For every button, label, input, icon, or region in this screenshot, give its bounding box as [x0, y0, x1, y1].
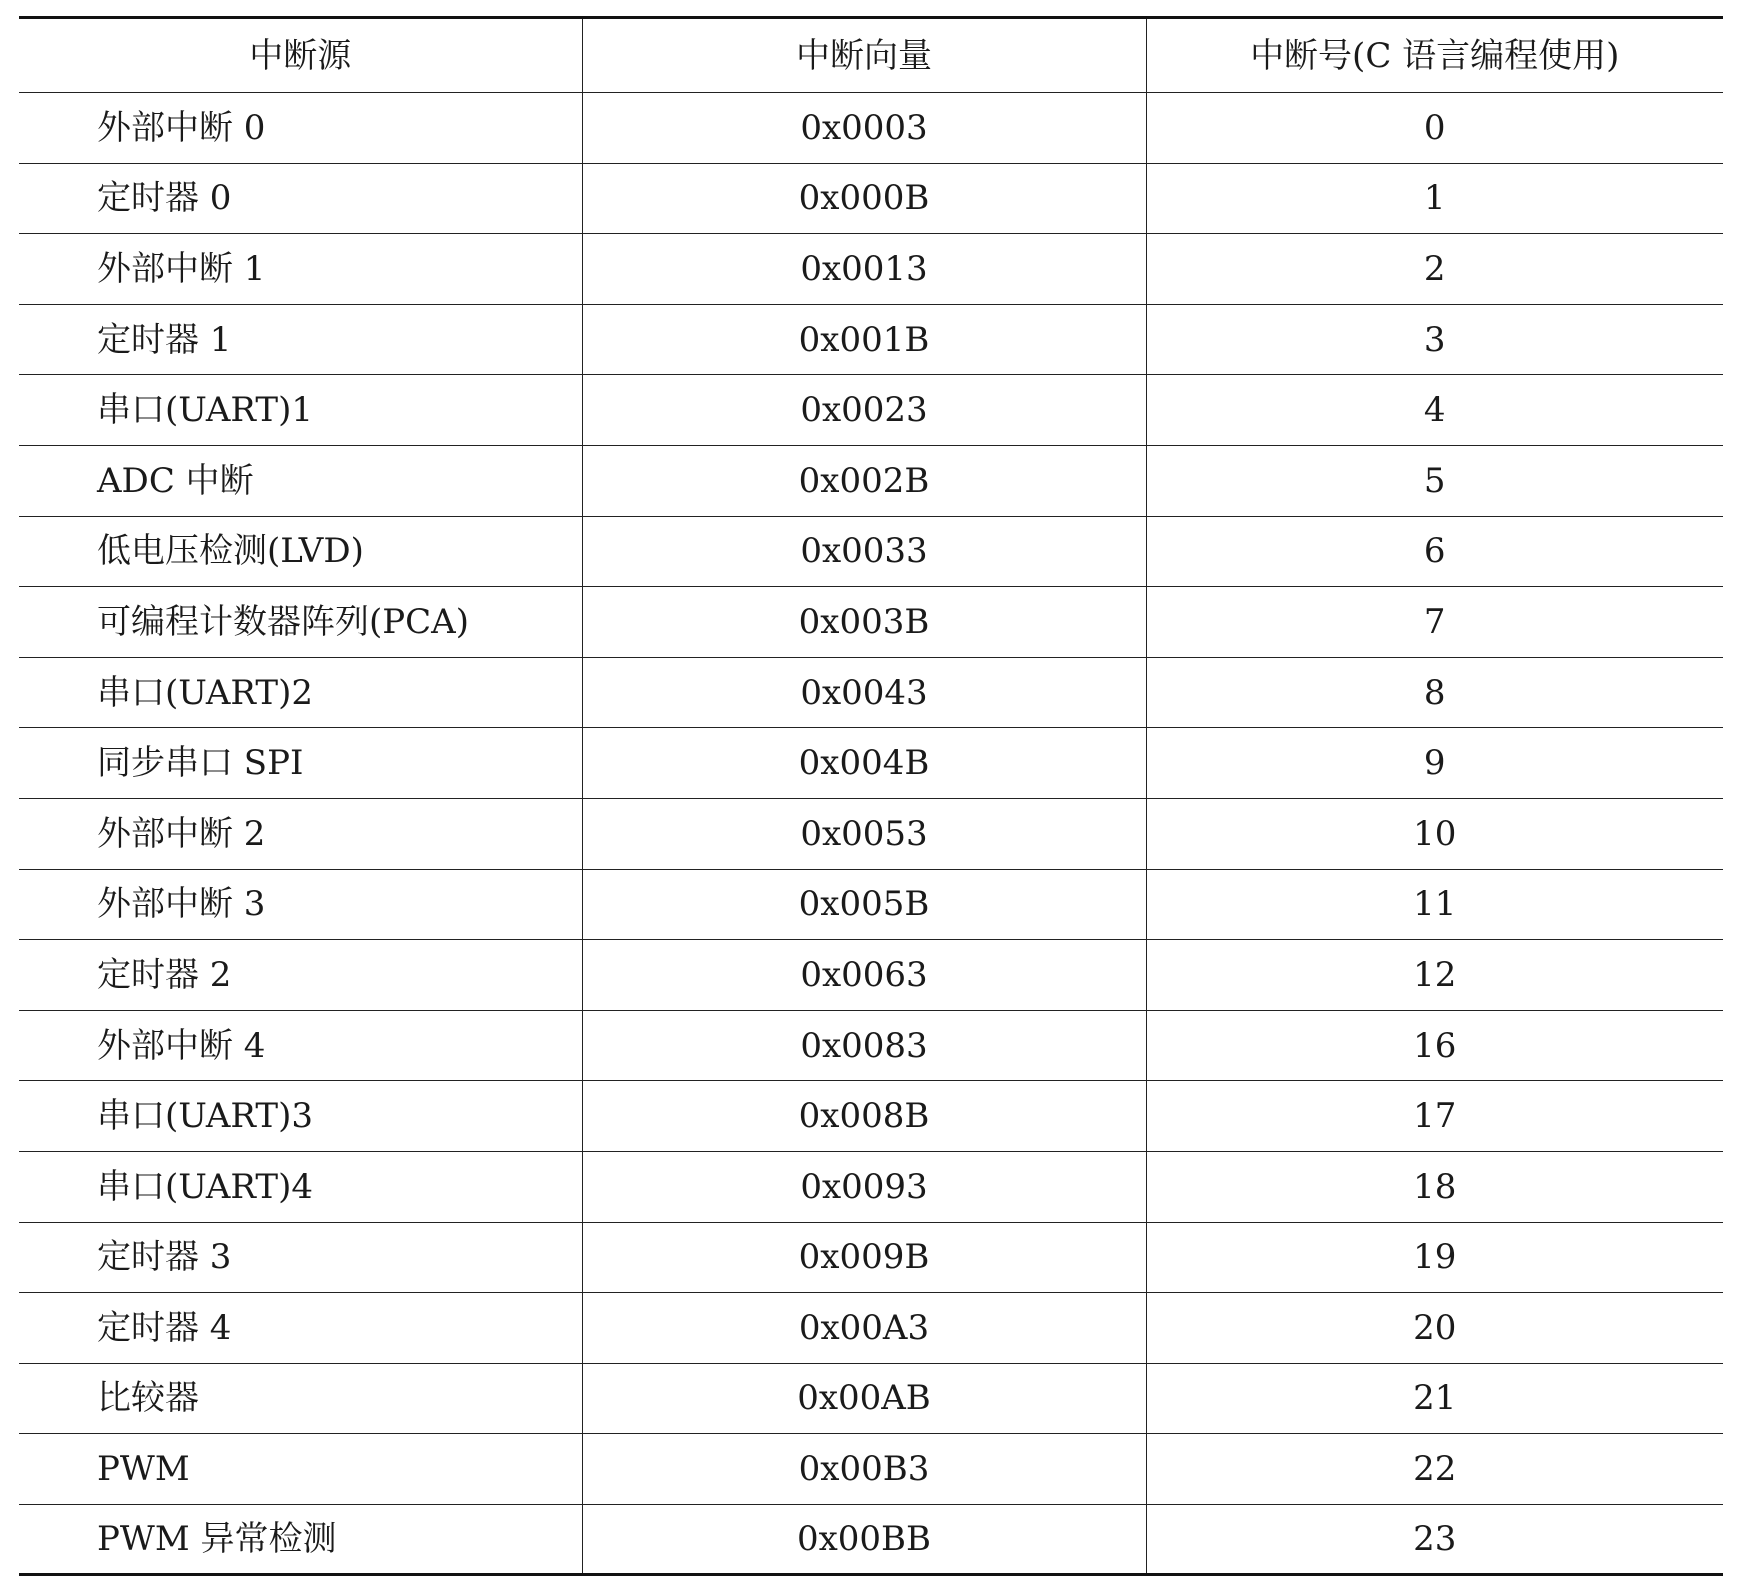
cell-interrupt-vector: 0x00AB	[582, 1363, 1146, 1434]
cell-interrupt-vector: 0x009B	[582, 1222, 1146, 1293]
cell-interrupt-source: 串口(UART)3	[19, 1081, 582, 1152]
cell-interrupt-number: 11	[1146, 869, 1723, 940]
header-row	[19, 18, 1723, 93]
cell-interrupt-source: 外部中断 1	[19, 234, 582, 305]
cell-interrupt-source: 可编程计数器阵列(PCA)	[19, 587, 582, 658]
cell-interrupt-number: 7	[1146, 587, 1723, 658]
cell-interrupt-number: 4	[1146, 375, 1723, 446]
table-row	[19, 587, 1723, 658]
cell-interrupt-source: 同步串口 SPI	[19, 728, 582, 799]
table-body	[19, 93, 1723, 1575]
cell-interrupt-vector: 0x0053	[582, 798, 1146, 869]
header-cell-interrupt-source: 中断源	[19, 18, 582, 93]
cell-interrupt-source: 定时器 3	[19, 1222, 582, 1293]
cell-interrupt-source: 串口(UART)1	[19, 375, 582, 446]
cell-interrupt-source: ADC 中断	[19, 445, 582, 516]
cell-interrupt-vector: 0x0023	[582, 375, 1146, 446]
cell-interrupt-source: 定时器 0	[19, 163, 582, 234]
table-row	[19, 1504, 1723, 1575]
cell-interrupt-number: 0	[1146, 93, 1723, 164]
cell-interrupt-number: 9	[1146, 728, 1723, 799]
cell-interrupt-number: 18	[1146, 1151, 1723, 1222]
cell-interrupt-source: PWM 异常检测	[19, 1504, 582, 1575]
table-row	[19, 163, 1723, 234]
cell-interrupt-vector: 0x0083	[582, 1010, 1146, 1081]
table-row	[19, 1293, 1723, 1364]
table-row	[19, 728, 1723, 799]
interrupt-table	[19, 16, 1723, 1576]
cell-interrupt-source: 比较器	[19, 1363, 582, 1434]
cell-interrupt-source: 定时器 1	[19, 304, 582, 375]
cell-interrupt-vector: 0x0043	[582, 657, 1146, 728]
table-row	[19, 93, 1723, 164]
cell-interrupt-vector: 0x0093	[582, 1151, 1146, 1222]
cell-interrupt-source: 外部中断 3	[19, 869, 582, 940]
table-row	[19, 1222, 1723, 1293]
cell-interrupt-number: 16	[1146, 1010, 1723, 1081]
cell-interrupt-number: 17	[1146, 1081, 1723, 1152]
cell-interrupt-vector: 0x001B	[582, 304, 1146, 375]
cell-interrupt-number: 10	[1146, 798, 1723, 869]
table-row	[19, 375, 1723, 446]
header-cell-interrupt-vector: 中断向量	[582, 18, 1146, 93]
cell-interrupt-vector: 0x002B	[582, 445, 1146, 516]
cell-interrupt-vector: 0x0063	[582, 940, 1146, 1011]
table-row	[19, 234, 1723, 305]
cell-interrupt-number: 3	[1146, 304, 1723, 375]
cell-interrupt-source: 外部中断 2	[19, 798, 582, 869]
table-row	[19, 1010, 1723, 1081]
cell-interrupt-vector: 0x00A3	[582, 1293, 1146, 1364]
cell-interrupt-number: 20	[1146, 1293, 1723, 1364]
cell-interrupt-number: 8	[1146, 657, 1723, 728]
cell-interrupt-source: 外部中断 4	[19, 1010, 582, 1081]
header-cell-interrupt-number: 中断号(C 语言编程使用)	[1146, 18, 1723, 93]
cell-interrupt-number: 21	[1146, 1363, 1723, 1434]
cell-interrupt-vector: 0x0003	[582, 93, 1146, 164]
cell-interrupt-vector: 0x0033	[582, 516, 1146, 587]
cell-interrupt-number: 23	[1146, 1504, 1723, 1575]
cell-interrupt-source: 串口(UART)2	[19, 657, 582, 728]
cell-interrupt-vector: 0x000B	[582, 163, 1146, 234]
table-row	[19, 1363, 1723, 1434]
cell-interrupt-source: 串口(UART)4	[19, 1151, 582, 1222]
cell-interrupt-source: PWM	[19, 1434, 582, 1505]
cell-interrupt-number: 19	[1146, 1222, 1723, 1293]
cell-interrupt-number: 12	[1146, 940, 1723, 1011]
cell-interrupt-source: 定时器 4	[19, 1293, 582, 1364]
table-row	[19, 304, 1723, 375]
table-row	[19, 1081, 1723, 1152]
table-row	[19, 445, 1723, 516]
cell-interrupt-vector: 0x005B	[582, 869, 1146, 940]
cell-interrupt-vector: 0x0013	[582, 234, 1146, 305]
table-header	[19, 18, 1723, 93]
cell-interrupt-source: 定时器 2	[19, 940, 582, 1011]
cell-interrupt-source: 低电压检测(LVD)	[19, 516, 582, 587]
table-row	[19, 869, 1723, 940]
table-row	[19, 940, 1723, 1011]
cell-interrupt-vector: 0x00BB	[582, 1504, 1146, 1575]
table-row	[19, 657, 1723, 728]
cell-interrupt-number: 6	[1146, 516, 1723, 587]
cell-interrupt-vector: 0x004B	[582, 728, 1146, 799]
table-row	[19, 798, 1723, 869]
table-row	[19, 1151, 1723, 1222]
cell-interrupt-number: 2	[1146, 234, 1723, 305]
cell-interrupt-vector: 0x00B3	[582, 1434, 1146, 1505]
cell-interrupt-number: 5	[1146, 445, 1723, 516]
table-row	[19, 516, 1723, 587]
cell-interrupt-number: 1	[1146, 163, 1723, 234]
cell-interrupt-vector: 0x008B	[582, 1081, 1146, 1152]
cell-interrupt-number: 22	[1146, 1434, 1723, 1505]
cell-interrupt-source: 外部中断 0	[19, 93, 582, 164]
table-row	[19, 1434, 1723, 1505]
cell-interrupt-vector: 0x003B	[582, 587, 1146, 658]
footer-note-cropped	[84, 1582, 1644, 1594]
